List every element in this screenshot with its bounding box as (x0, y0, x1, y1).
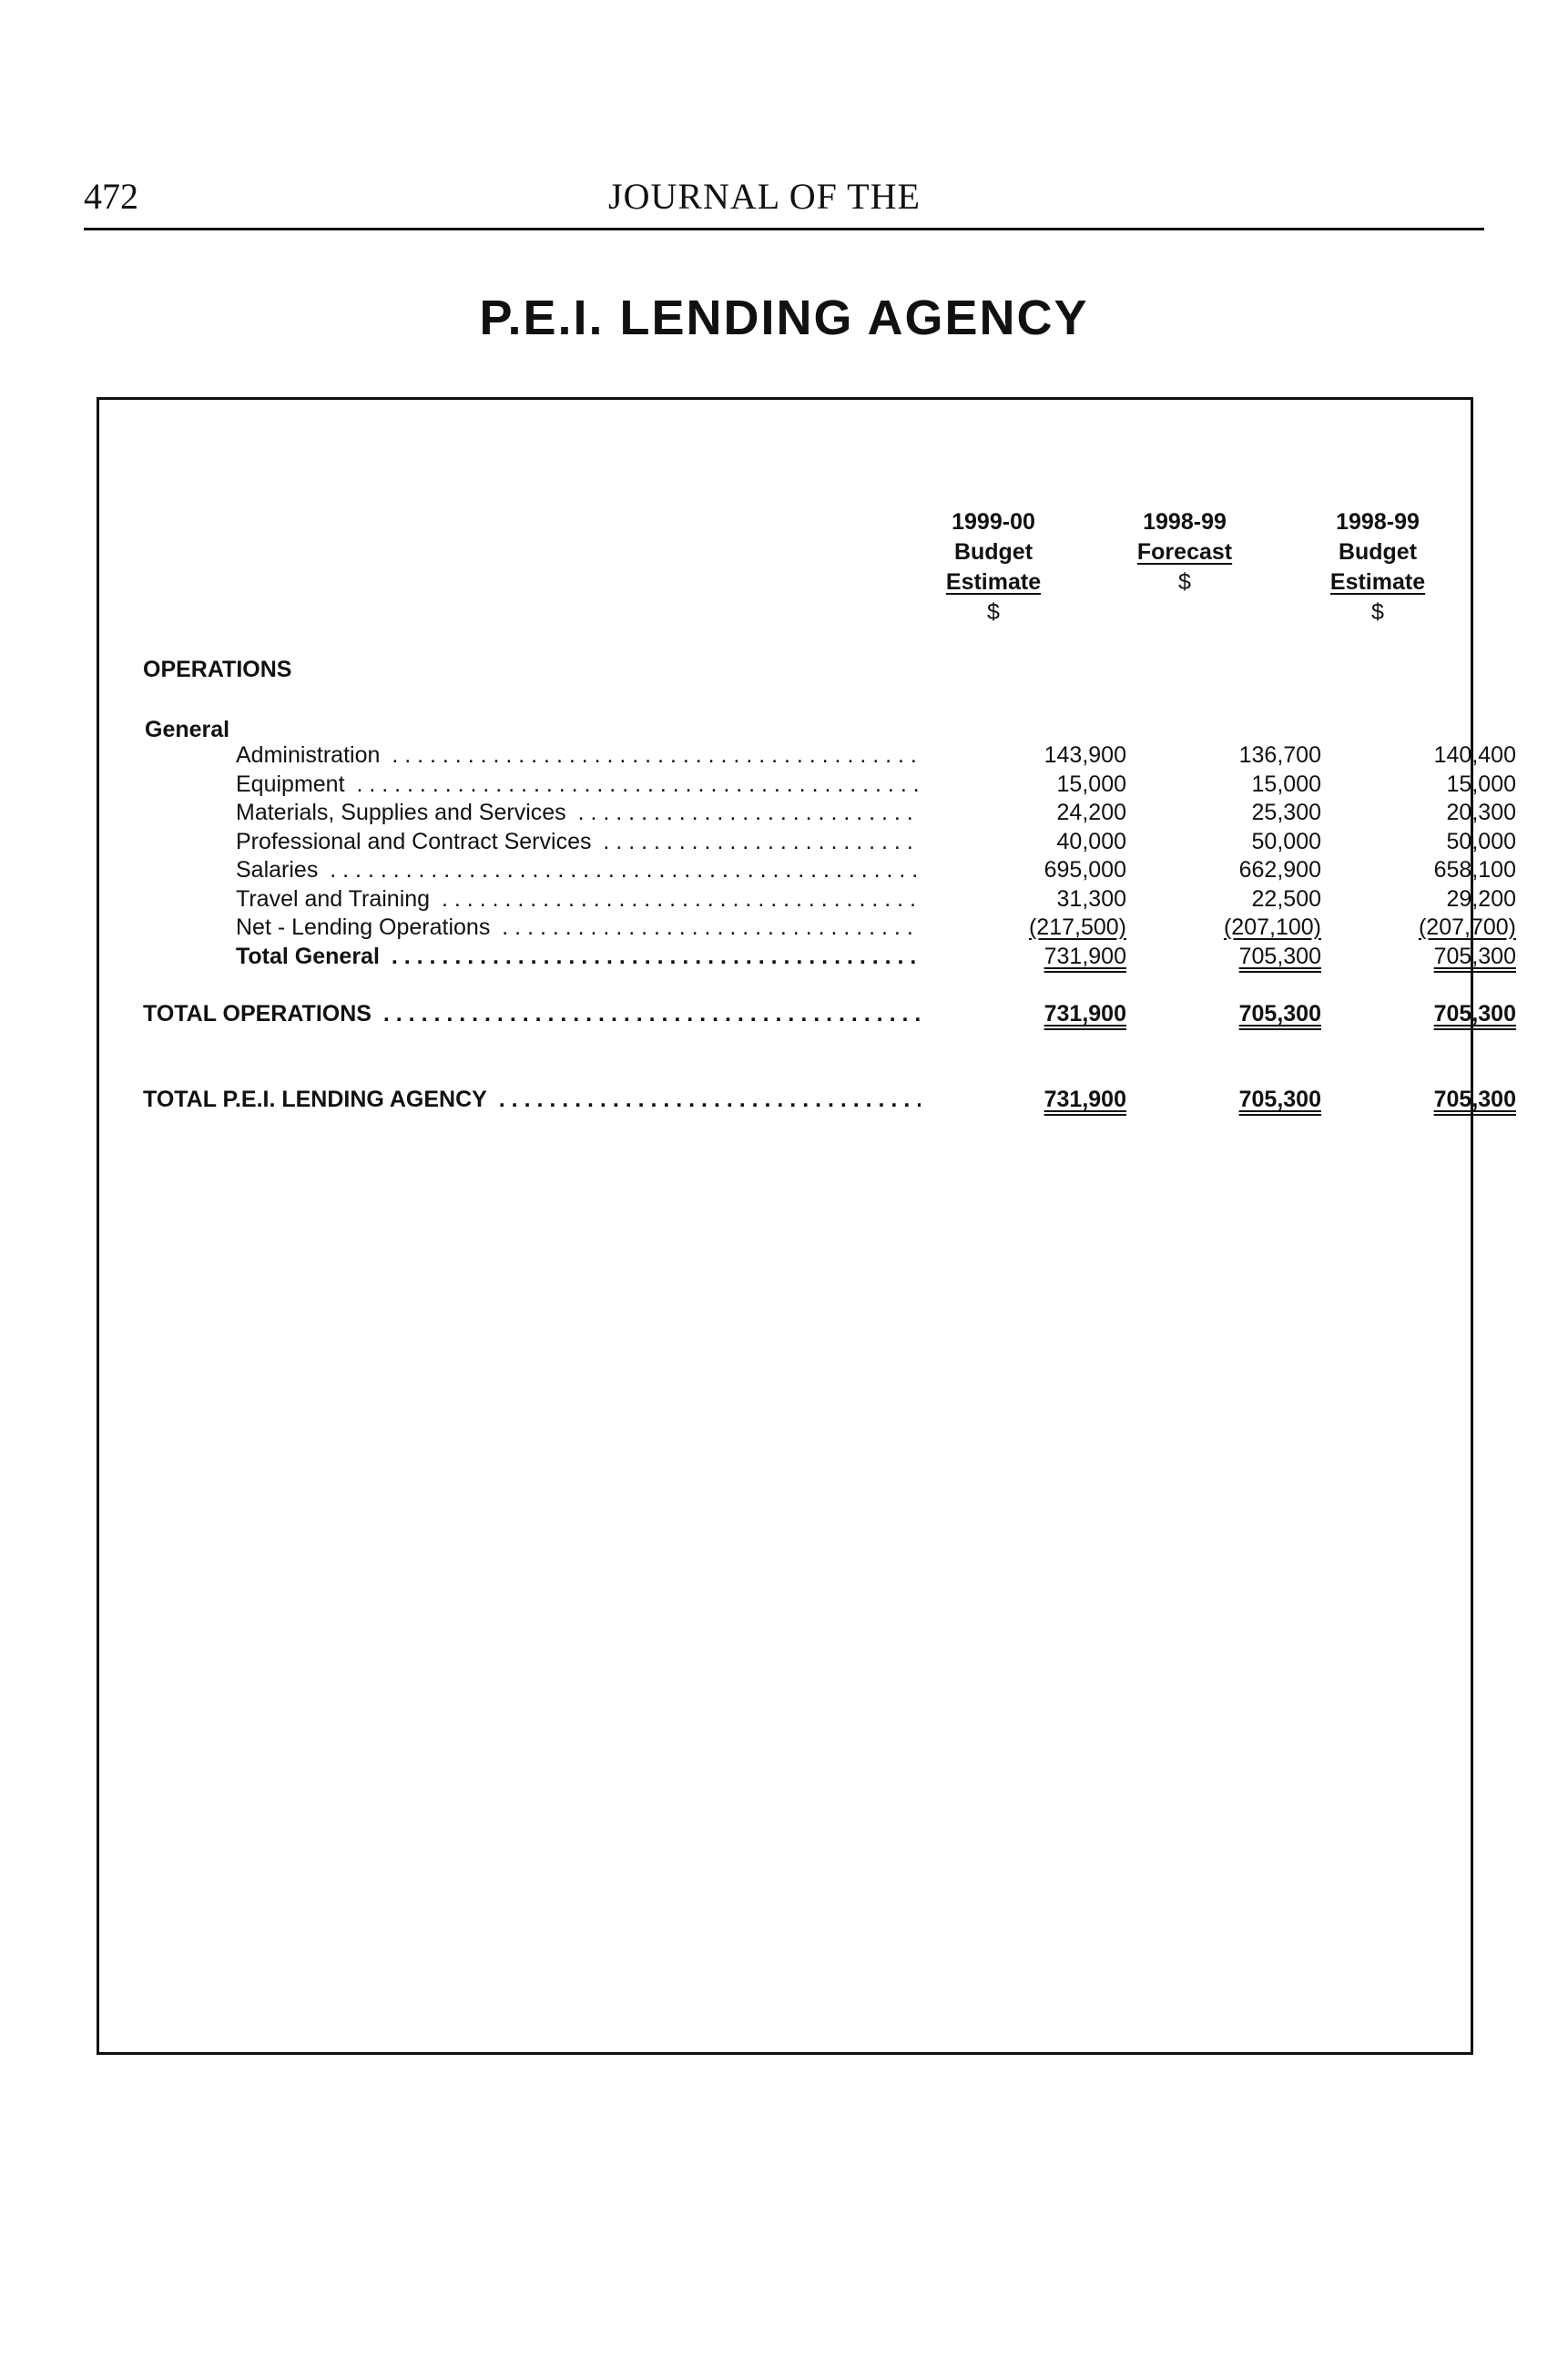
row-label: Materials, Supplies and Services (236, 800, 572, 825)
cell-1999-00-estimate: 40,000 (1056, 829, 1126, 854)
column-header-line: Forecast (1136, 539, 1233, 565)
cell-1998-99-estimate: 50,000 (1446, 829, 1516, 854)
column-header-line: Estimate (945, 569, 1042, 595)
column-currency: $ (1371, 599, 1384, 625)
column-currency: $ (987, 599, 1000, 625)
column-header-1999-00-budget-estimate (902, 507, 1084, 628)
cell-1999-00-estimate: 24,200 (1056, 800, 1126, 825)
table-row (99, 886, 1516, 915)
table-row (99, 800, 1516, 829)
cell-1998-99-estimate: 15,000 (1446, 771, 1516, 797)
document-title: P.E.I. LENDING AGENCY (479, 291, 1089, 345)
row-label: TOTAL P.E.I. LENDING AGENCY (143, 1087, 493, 1112)
cell-1998-99-forecast: 25,300 (1251, 800, 1321, 825)
cell-1998-99-estimate: 140,400 (1433, 742, 1516, 768)
column-header-1998-99-budget-estimate (1287, 507, 1469, 628)
total-agency-row (99, 1087, 1516, 1116)
cell-1998-99-forecast: 705,300 (1238, 1001, 1321, 1027)
cell-1999-00-estimate: 695,000 (1044, 857, 1126, 883)
cell-1999-00-estimate: 731,900 (1044, 1087, 1126, 1112)
row-label: Professional and Contract Services (236, 829, 596, 854)
cell-1998-99-estimate: (207,700) (1418, 914, 1516, 940)
cell-1998-99-estimate: 705,300 (1433, 944, 1516, 969)
column-header-line: Budget (1338, 539, 1418, 565)
table-row (99, 742, 1516, 771)
page-header (84, 173, 1484, 230)
cell-1998-99-forecast: 50,000 (1251, 829, 1321, 854)
page-number: 472 (84, 176, 138, 217)
cell-1998-99-forecast: 662,900 (1238, 857, 1321, 883)
column-currency: $ (1178, 569, 1191, 595)
cell-1999-00-estimate: 731,900 (1044, 1001, 1126, 1027)
cell-1999-00-estimate: (217,500) (1028, 914, 1126, 940)
total-operations-row (99, 1001, 1516, 1030)
column-header-line: Budget (953, 539, 1033, 565)
table-row (99, 857, 1516, 886)
column-header-line: 1998-99 (1143, 509, 1227, 535)
row-label: Net - Lending Operations (236, 914, 495, 940)
row-label: Total General (236, 944, 385, 969)
table-row (99, 829, 1516, 858)
cell-1998-99-estimate: 658,100 (1433, 857, 1516, 883)
row-label: Travel and Training (236, 886, 435, 912)
cell-1998-99-estimate: 705,300 (1433, 1001, 1516, 1027)
cell-1999-00-estimate: 15,000 (1056, 771, 1126, 797)
row-label: Equipment (236, 771, 351, 797)
cell-1998-99-forecast: 136,700 (1238, 742, 1321, 768)
column-header-line: 1998-99 (1336, 509, 1420, 535)
operations-heading: OPERATIONS (143, 657, 292, 682)
column-header-line: 1999-00 (952, 509, 1035, 535)
total-general-row (99, 944, 1516, 973)
table-row (99, 914, 1516, 944)
cell-1998-99-estimate: 20,300 (1446, 800, 1516, 825)
table-row (99, 771, 1516, 801)
cell-1999-00-estimate: 31,300 (1056, 886, 1126, 912)
general-heading: General (145, 717, 230, 742)
cell-1998-99-forecast: (207,100) (1223, 914, 1321, 940)
cell-1998-99-estimate: 705,300 (1433, 1087, 1516, 1112)
cell-1999-00-estimate: 731,900 (1044, 944, 1126, 969)
cell-1998-99-forecast: 15,000 (1251, 771, 1321, 797)
row-label: Salaries (236, 857, 323, 883)
cell-1999-00-estimate: 143,900 (1044, 742, 1126, 768)
cell-1998-99-forecast: 705,300 (1238, 944, 1321, 969)
cell-1998-99-estimate: 29,200 (1446, 886, 1516, 912)
row-label: Administration (236, 742, 385, 768)
cell-1998-99-forecast: 705,300 (1238, 1087, 1321, 1112)
column-header-1998-99-forecast (1094, 507, 1276, 598)
cell-1998-99-forecast: 22,500 (1251, 886, 1321, 912)
row-label: TOTAL OPERATIONS (143, 1001, 377, 1027)
column-header-line: Estimate (1329, 569, 1426, 595)
journal-title: JOURNAL OF THE (608, 176, 921, 217)
budget-table (97, 397, 1516, 2055)
